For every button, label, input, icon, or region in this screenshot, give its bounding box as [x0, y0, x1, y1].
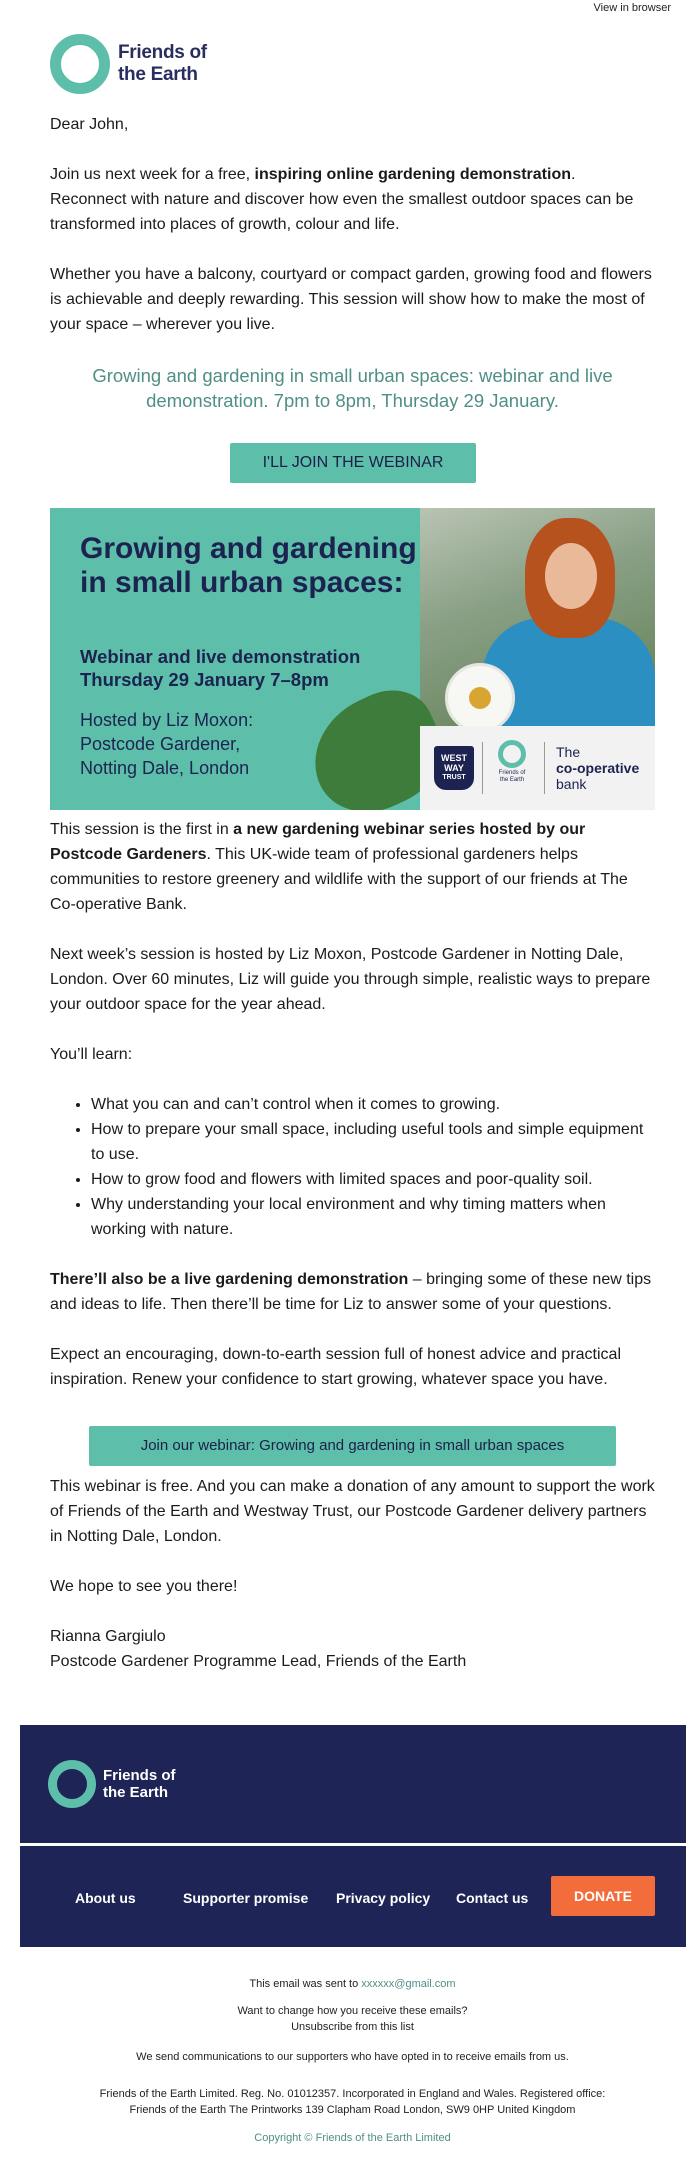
foe-mini-logo [492, 740, 532, 784]
intro-bold: inspiring online gardening demonstration [254, 166, 571, 183]
series-paragraph [50, 817, 655, 917]
legal-block [50, 2086, 655, 2118]
footer-logo-line-2: the Earth [103, 1784, 169, 1801]
hero-title: Growing and gardening in small urban spaces: [80, 532, 417, 599]
signoff-name: Rianna Gargiulo [50, 1628, 166, 1645]
coop-bank-logo [556, 744, 639, 792]
view-in-browser-link[interactable]: View in browser [593, 2, 671, 14]
sent-to-line [50, 1976, 655, 1992]
greeting: Dear John, [50, 116, 129, 133]
learn-item: • How to grow food and flowers with limited spaces and poor-quality soil. [91, 1167, 655, 1192]
closing-line: We hope to see you there! [50, 1578, 238, 1595]
footer-logo-ring-icon [48, 1760, 96, 1808]
series-text-end: . This UK-wide team of professional gardeners helps communities to restore greenery and wildlife with the support of our friends at The Co-operative Bank. [50, 846, 628, 913]
recipient-email-link[interactable]: xxxxxx@gmail.com [361, 1978, 456, 1990]
daisy-center [469, 687, 491, 709]
preferences-block [50, 2003, 655, 2035]
legal-line-1: Friends of the Earth Limited. Reg. No. 01012357. Incorporated in England and Wales. Registered office: [99, 2088, 606, 2100]
intro-text: Join us next week for a free, [50, 166, 255, 183]
hero-host-line-3: Notting Dale, London [80, 758, 250, 778]
logo-divider [482, 742, 483, 794]
footer-logo-text [103, 1767, 176, 1801]
demonstration-text: – bringing some of these new tips and ideas to life. Then there’ll be time for Liz to answer some of your questions. [50, 1271, 652, 1313]
footer-nav-bar [20, 1846, 686, 1947]
footer-logo-line-1: Friends of [103, 1767, 176, 1784]
join-webinar-button[interactable]: I'LL JOIN THE WEBINAR [230, 443, 476, 483]
learn-item: • What you can and can’t control when it comes to growing. [91, 1092, 655, 1117]
signoff-title: Postcode Gardener Programme Lead, Friends of the Earth [50, 1653, 467, 1670]
foe-mini-ring-icon [498, 740, 526, 768]
logo-line-2: the Earth [118, 64, 198, 85]
coop-line-1: The [556, 744, 581, 760]
join-webinar-secondary-button[interactable]: Join our webinar: Growing and gardening in small urban spaces [89, 1426, 616, 1466]
change-preferences-text: Want to change how you receive these emails? [237, 2005, 468, 2017]
footer-link-contact-us[interactable]: Contact us [456, 1890, 529, 1906]
legal-line-2: Friends of the Earth The Printworks 139 Clapham Road London, SW9 0HP United Kingdom [129, 2104, 576, 2116]
hero-subtitle-line-1: Webinar and live demonstration [80, 646, 361, 667]
series-bold: a new gardening webinar series hosted by our Postcode Gardeners [50, 821, 586, 863]
donate-button[interactable]: DONATE [551, 1876, 655, 1916]
westway-line-1: WEST [441, 753, 467, 763]
westway-line-3: TRUST [442, 774, 466, 781]
coop-line-3: bank [556, 776, 587, 792]
demonstration-paragraph [50, 1267, 655, 1317]
consent-text: We send communications to our supporters who have opted in to receive emails from us. [136, 2051, 569, 2063]
foe-mini-line-1: Friends of [498, 770, 526, 776]
balcony-paragraph: Whether you have a balcony, courtyard or compact garden, growing food and flowers is achievable and deeply rewarding. This session will show how to make the most of your space – wherever you live. [50, 266, 652, 333]
westway-trust-logo [434, 746, 474, 790]
westway-line-2: WAY [444, 763, 464, 773]
host-paragraph: Next week’s session is hosted by Liz Moxon, Postcode Gardener in Notting Dale, London. Over 60 minutes, Liz will guide you through simple, realistic ways to prepare your outdoor space for the year ahead. [50, 946, 651, 1013]
signoff [50, 1624, 655, 1674]
logo-ring-icon [50, 34, 110, 94]
hero-host-line-2: Postcode Gardener, [80, 734, 241, 754]
footer-link-privacy-policy[interactable]: Privacy policy [336, 1890, 431, 1906]
footer-brand-bar [20, 1725, 686, 1843]
copyright-link[interactable]: Copyright © Friends of the Earth Limited [254, 2132, 451, 2144]
demonstration-bold: There’ll also be a live gardening demonstration [50, 1271, 409, 1288]
partner-logos [420, 726, 655, 810]
hero-host [80, 708, 340, 780]
hero-host-line-1: Hosted by Liz Moxon: [80, 710, 254, 730]
foe-mini-text [492, 770, 532, 784]
series-text: This session is the first in [50, 821, 234, 838]
daisy-flower-graphic [445, 663, 515, 733]
footer-logo[interactable] [48, 1760, 176, 1808]
hero-subtitle-line-2: Thursday 29 January 7–8pm [80, 669, 329, 690]
learn-list [50, 1092, 655, 1242]
coop-line-2: co-operative [556, 760, 640, 776]
footer-link-supporter-promise[interactable]: Supporter promise [183, 1890, 309, 1906]
learn-item: • Why understanding your local environment and why timing matters when working with nature. [91, 1192, 655, 1242]
footer-link-about-us[interactable]: About us [75, 1890, 136, 1906]
hero-subtitle [80, 645, 420, 691]
learn-intro: You’ll learn: [50, 1046, 133, 1063]
learn-item: • How to prepare your small space, including useful tools and simple equipment to use. [91, 1117, 655, 1167]
logo-text [118, 42, 207, 86]
foe-mini-line-2: the Earth [499, 777, 525, 783]
encouragement-paragraph: Expect an encouraging, down-to-earth session full of honest advice and practical inspiration. Renew your confidence to start growing, whatever space you have. [50, 1346, 622, 1388]
logo-line-1: Friends of [118, 42, 207, 63]
hero-banner[interactable] [50, 508, 655, 810]
gardener-photo-face [545, 543, 597, 609]
intro-paragraph [50, 162, 655, 237]
donation-paragraph: This webinar is free. And you can make a donation of any amount to support the work of Friends of the Earth and Westway Trust, our Postcode Gardener delivery partners in Notting Dale, London. [50, 1478, 655, 1545]
friends-of-the-earth-logo[interactable] [50, 34, 207, 94]
logo-divider [544, 742, 545, 794]
event-headline: Growing and gardening in small urban spaces: webinar and live demonstration. 7pm to 8pm, Thursday 29 January. [92, 365, 613, 411]
copyright-block [50, 2130, 655, 2146]
unsubscribe-link[interactable]: Unsubscribe from this list [291, 2021, 414, 2033]
sent-to-text: This email was sent to [249, 1978, 362, 1990]
intro-text-end: . Reconnect with nature and discover how even the smallest outdoor spaces can be transformed into places of growth, colour and life. [50, 166, 634, 233]
